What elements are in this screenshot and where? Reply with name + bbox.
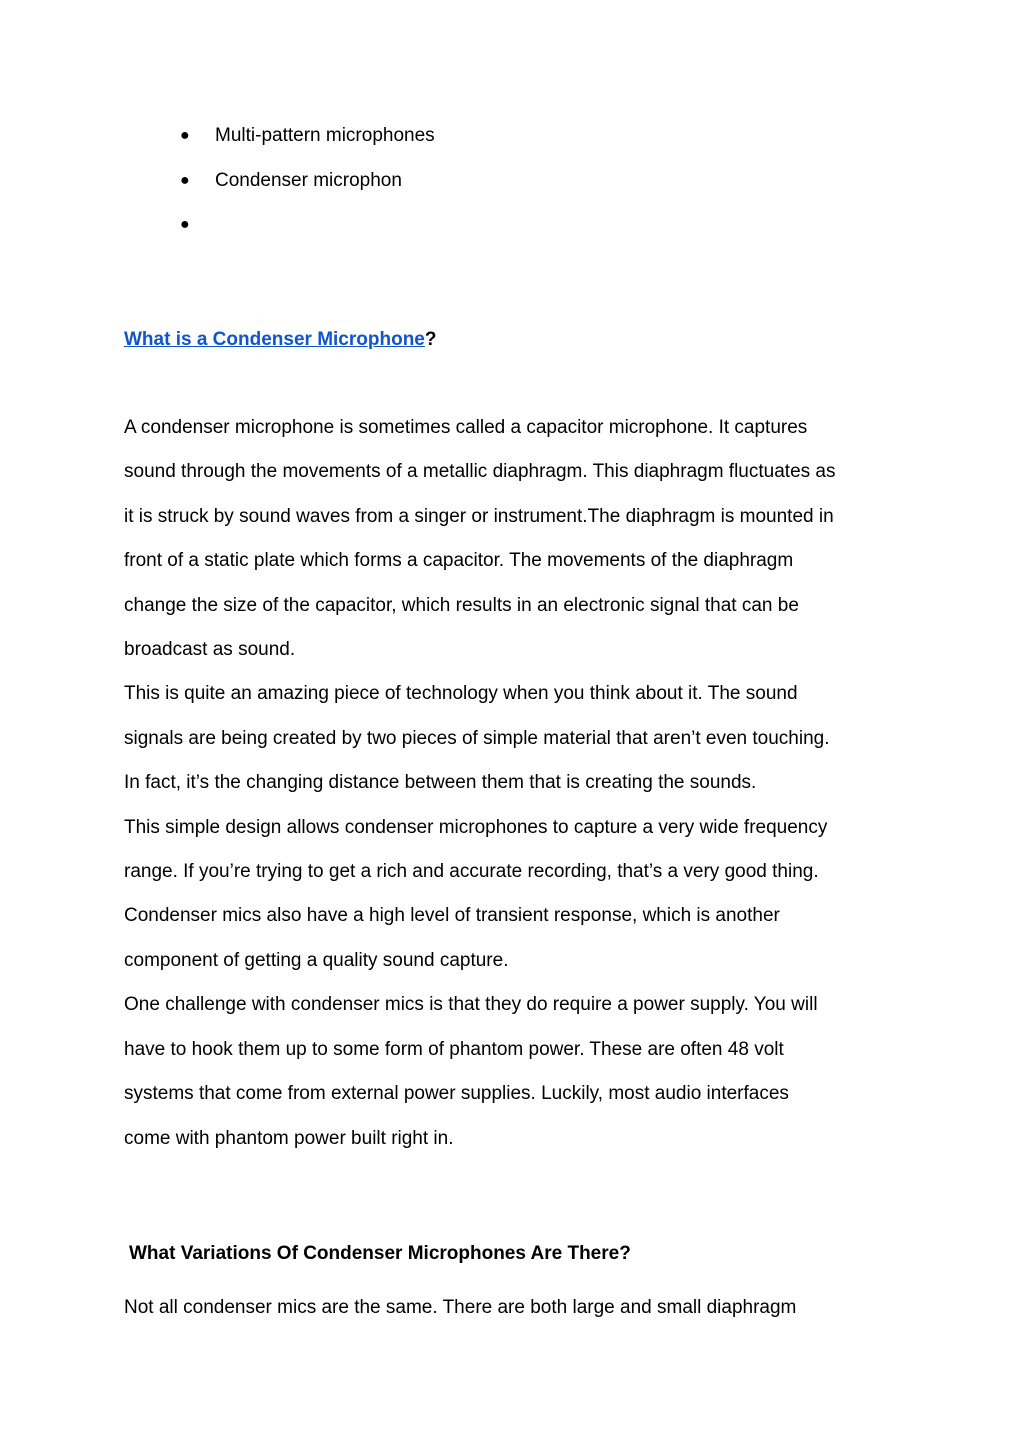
text-line: it is struck by sound waves from a singer or instrument.The diaphragm is mounted in [124, 505, 834, 527]
heading-suffix: ? [424, 329, 437, 350]
text-line: signals are being created by two pieces of simple material that aren’t even touching. [124, 727, 830, 749]
text-line: A condenser microphone is sometimes called a capacitor microphone. It captures [124, 417, 808, 438]
list-item-text: Multi-pattern microphones [215, 125, 435, 146]
paragraph [124, 672, 914, 805]
text-line: Condenser mics also have a high level of transient response, which is another [124, 905, 780, 927]
text-line: This is quite an amazing piece of technology when you think about it. The sound [124, 683, 798, 705]
paragraph [124, 983, 914, 1161]
text-line: have to hook them up to some form of phantom power. These are often 48 volt [124, 1038, 784, 1060]
text-line: broadcast as sound. [124, 639, 296, 661]
list-item [180, 210, 780, 240]
text-line: front of a static plate which forms a capacitor. The movements of the diaphragm [124, 550, 794, 572]
bullet-marker: ● [180, 127, 190, 144]
section-heading [124, 325, 436, 355]
text-line: Not all condenser mics are the same. There are both large and small diaphragm [124, 1297, 797, 1318]
body-text [124, 1286, 914, 1330]
paragraph [124, 1286, 914, 1330]
bullet-marker: ● [180, 172, 190, 189]
text-line: sound through the movements of a metallic diaphragm. This diaphragm fluctuates as [124, 461, 836, 483]
paragraph [124, 406, 914, 672]
list-item [180, 166, 780, 196]
heading-text: What Variations Of Condenser Microphones Are There? [129, 1243, 631, 1264]
text-line: systems that come from external power supplies. Luckily, most audio interfaces [124, 1083, 789, 1105]
text-line: In fact, it’s the changing distance between them that is creating the sounds. [124, 772, 757, 794]
text-line: change the size of the capacitor, which results in an electronic signal that can be [124, 594, 799, 616]
heading-link[interactable]: What is a Condenser Microphone [124, 329, 425, 350]
list-item [180, 121, 780, 151]
text-line: component of getting a quality sound capture. [124, 949, 509, 971]
paragraph [124, 806, 914, 984]
text-line: come with phantom power built right in. [124, 1127, 454, 1149]
text-line: This simple design allows condenser microphones to capture a very wide frequency [124, 816, 828, 838]
section-heading [129, 1239, 631, 1269]
list-item-text: Condenser microphon [215, 170, 402, 191]
bullet-marker: ● [180, 216, 190, 233]
text-line: range. If you’re trying to get a rich and accurate recording, that’s a very good thing. [124, 861, 819, 883]
body-text [124, 406, 914, 1161]
text-line: One challenge with condenser mics is that they do require a power supply. You will [124, 994, 818, 1016]
